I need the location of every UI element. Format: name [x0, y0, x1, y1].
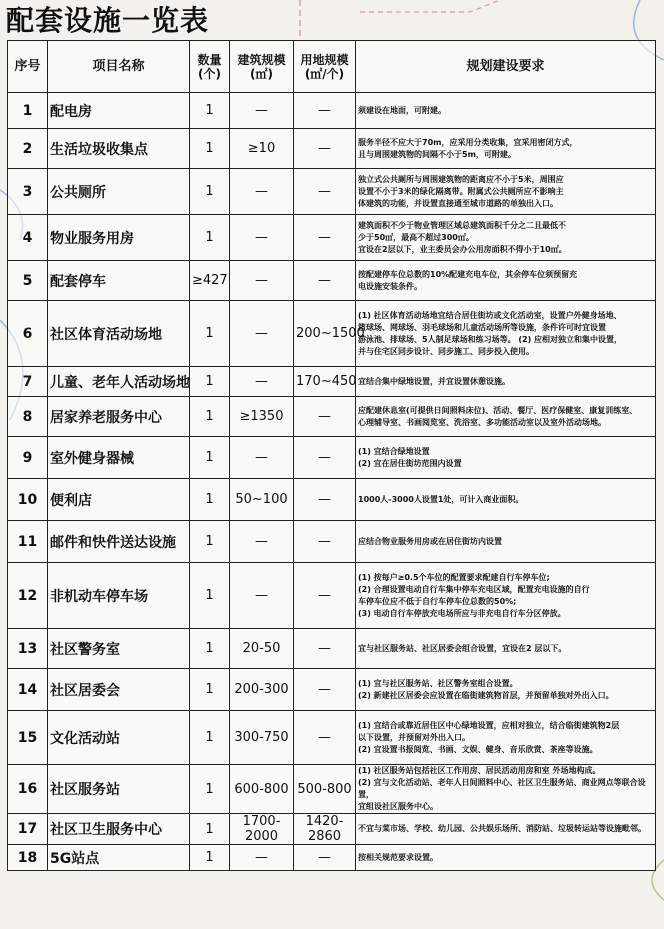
table-row	[8, 215, 656, 261]
facility-name: 室外健身器械	[48, 437, 190, 479]
facility-name: 物业服务用房	[48, 215, 190, 261]
building-area: 20-50	[230, 629, 294, 669]
planning-requirement: 1000人-3000人设置1处，可计入商业面积。	[356, 479, 656, 521]
planning-requirement: 应配建休息室(可提供日间照料床位)、活动、餐厅、医疗保健室、康复训练室、 心理辅导室、书画阅览室、洗浴室、多功能活动室以及室外活动场地。	[356, 397, 656, 437]
planning-requirement: 服务半径不应大于70m，应采用分类收集，宜采用密闭方式， 且与周围建筑物的间隔不小于5m，可附建。	[356, 129, 656, 169]
facility-name: 生活垃圾收集点	[48, 129, 190, 169]
row-number: 17	[8, 814, 48, 845]
land-area: 1420-2860	[294, 814, 356, 845]
facility-name: 配电房	[48, 93, 190, 129]
facility-name: 社区服务站	[48, 765, 190, 814]
planning-requirement: (1) 按每户≥0.5个车位的配置要求配建自行车停车位; (2) 合理设置电动自行车集中停车充电区域，配置充电设施的自行 车停车位应不低于自行车停车位总数的50%; (3) 电动自行车停放充电场所应与非充电自行车分区停放。	[356, 563, 656, 629]
row-number: 11	[8, 521, 48, 563]
facility-name: 社区体育活动场地	[48, 301, 190, 367]
quantity: 1	[190, 669, 230, 711]
table-header-row	[8, 41, 656, 93]
building-area: 1700-2000	[230, 814, 294, 845]
table-row	[8, 669, 656, 711]
planning-requirement: 按配建停车位总数的10%配建充电车位，其余停车位须预留充 电设施安装条件。	[356, 261, 656, 301]
planning-requirement: 建筑面积不少于物业管理区域总建筑面积千分之二且最低不 少于50㎡，最高不超过300㎡。 宜设在2层以下，业主委员会办公用房面积不得小于10㎡。	[356, 215, 656, 261]
facility-name: 文化活动站	[48, 711, 190, 765]
row-number: 5	[8, 261, 48, 301]
planning-requirement: (1) 社区体育活动场地宜结合居住街坊或文化活动室，设置户外健身场地、 篮球场、网球场、羽毛球场和儿童活动场所等设施，条件许可时宜设置 游泳池、排球场、5人制足球场和练习场等。 (2) 应相对独立和集中设置， 并与住宅区同步设计、同步施工、同步投入使用。	[356, 301, 656, 367]
facility-name: 公共厕所	[48, 169, 190, 215]
building-area: —	[230, 563, 294, 629]
header-req: 规划建设要求	[356, 41, 656, 93]
row-number: 3	[8, 169, 48, 215]
quantity: 1	[190, 814, 230, 845]
quantity: 1	[190, 563, 230, 629]
facility-name: 便利店	[48, 479, 190, 521]
planning-requirement: (1) 宜结合或靠近居住区中心绿地设置，应相对独立，结合临街建筑物2层 以下设置，并预留对外出入口。 (2) 宜设置书报阅览、书画、文娱、健身、音乐欣赏、茶座等设施。	[356, 711, 656, 765]
building-area: —	[230, 437, 294, 479]
table-row	[8, 629, 656, 669]
row-number: 13	[8, 629, 48, 669]
planning-requirement: 独立式公共厕所与周围建筑物的距离应不小于5米，周围应 设置不小于3米的绿化隔离带。附属式公共厕所应不影响主 体建筑的功能，并设置直接通至城市道路的单独出入口。	[356, 169, 656, 215]
facility-name: 5G站点	[48, 845, 190, 871]
land-area: —	[294, 629, 356, 669]
building-area: —	[230, 367, 294, 397]
quantity: 1	[190, 765, 230, 814]
table-row	[8, 479, 656, 521]
header-land: 用地规模 (㎡/个)	[294, 41, 356, 93]
facility-name: 非机动车停车场	[48, 563, 190, 629]
facility-name: 配套停车	[48, 261, 190, 301]
row-number: 12	[8, 563, 48, 629]
building-area: 50~100	[230, 479, 294, 521]
building-area: —	[230, 261, 294, 301]
planning-requirement: 宜结合集中绿地设置，并宜设置休憩设施。	[356, 367, 656, 397]
row-number: 16	[8, 765, 48, 814]
planning-requirement: (1) 宜结合绿地设置 (2) 宜在居住街坊范围内设置	[356, 437, 656, 479]
land-area: 200~1500	[294, 301, 356, 367]
row-number: 9	[8, 437, 48, 479]
table-row	[8, 301, 656, 367]
row-number: 15	[8, 711, 48, 765]
facility-name: 社区卫生服务中心	[48, 814, 190, 845]
building-area: —	[230, 845, 294, 871]
building-area: —	[230, 301, 294, 367]
planning-requirement: 按相关规范要求设置。	[356, 845, 656, 871]
row-number: 1	[8, 93, 48, 129]
building-area: 600-800	[230, 765, 294, 814]
table-row	[8, 765, 656, 814]
building-area: —	[230, 169, 294, 215]
quantity: 1	[190, 521, 230, 563]
row-number: 6	[8, 301, 48, 367]
table-row	[8, 521, 656, 563]
table-row	[8, 711, 656, 765]
page-title: 配套设施一览表	[6, 4, 210, 37]
land-area: —	[294, 169, 356, 215]
quantity: 1	[190, 129, 230, 169]
building-area: 300-750	[230, 711, 294, 765]
table-row	[8, 845, 656, 871]
row-number: 8	[8, 397, 48, 437]
land-area: —	[294, 261, 356, 301]
quantity: 1	[190, 367, 230, 397]
table-row	[8, 814, 656, 845]
facility-name: 邮件和快件送达设施	[48, 521, 190, 563]
row-number: 2	[8, 129, 48, 169]
planning-requirement: (1) 社区服务站包括社区工作用房、居民活动用房和室 外场地构成。 (2) 宜与文化活动站、老年人日间照料中心、社区卫生服务站、商业网点等联合设置， 宜组设社区服务中心。	[356, 765, 656, 814]
row-number: 10	[8, 479, 48, 521]
land-area: —	[294, 669, 356, 711]
land-area: —	[294, 479, 356, 521]
planning-requirement: 不宜与菜市场、学校、幼儿园、公共娱乐场所、消防站、垃圾转运站等设施毗邻。	[356, 814, 656, 845]
land-area: —	[294, 711, 356, 765]
quantity: 1	[190, 845, 230, 871]
header-area: 建筑规模 (㎡)	[230, 41, 294, 93]
building-area: ≥10	[230, 129, 294, 169]
planning-requirement: (1) 宜与社区服务站、社区警务室组合设置。 (2) 新建社区居委会应设置在临街建筑物首层，并预留单独对外出入口。	[356, 669, 656, 711]
land-area: —	[294, 521, 356, 563]
table-row	[8, 367, 656, 397]
building-area: ≥1350	[230, 397, 294, 437]
table-row	[8, 437, 656, 479]
header-no: 序号	[8, 41, 48, 93]
land-area: —	[294, 93, 356, 129]
table-row	[8, 93, 656, 129]
building-area: —	[230, 215, 294, 261]
quantity: 1	[190, 93, 230, 129]
facility-name: 居家养老服务中心	[48, 397, 190, 437]
land-area: —	[294, 845, 356, 871]
header-qty: 数量 (个)	[190, 41, 230, 93]
land-area: —	[294, 215, 356, 261]
row-number: 14	[8, 669, 48, 711]
building-area: —	[230, 521, 294, 563]
quantity: 1	[190, 301, 230, 367]
building-area: 200-300	[230, 669, 294, 711]
planning-requirement: 应结合物业服务用房或在居住街坊内设置	[356, 521, 656, 563]
facilities-table	[7, 40, 656, 871]
land-area: —	[294, 397, 356, 437]
quantity: 1	[190, 397, 230, 437]
quantity: ≥427	[190, 261, 230, 301]
facility-name: 儿童、老年人活动场地	[48, 367, 190, 397]
quantity: 1	[190, 169, 230, 215]
table-row	[8, 129, 656, 169]
facility-name: 社区警务室	[48, 629, 190, 669]
facility-name: 社区居委会	[48, 669, 190, 711]
building-area: —	[230, 93, 294, 129]
land-area: —	[294, 563, 356, 629]
land-area: —	[294, 129, 356, 169]
table-row	[8, 563, 656, 629]
header-name: 项目名称	[48, 41, 190, 93]
table-row	[8, 169, 656, 215]
planning-requirement: 须建设在地面，可附建。	[356, 93, 656, 129]
row-number: 7	[8, 367, 48, 397]
table-row	[8, 397, 656, 437]
row-number: 18	[8, 845, 48, 871]
quantity: 1	[190, 629, 230, 669]
quantity: 1	[190, 711, 230, 765]
land-area: —	[294, 437, 356, 479]
table-row	[8, 261, 656, 301]
land-area: 500-800	[294, 765, 356, 814]
row-number: 4	[8, 215, 48, 261]
quantity: 1	[190, 479, 230, 521]
quantity: 1	[190, 437, 230, 479]
land-area: 170~450	[294, 367, 356, 397]
planning-requirement: 宜与社区服务站、社区居委会组合设置，宜设在2 层以下。	[356, 629, 656, 669]
quantity: 1	[190, 215, 230, 261]
